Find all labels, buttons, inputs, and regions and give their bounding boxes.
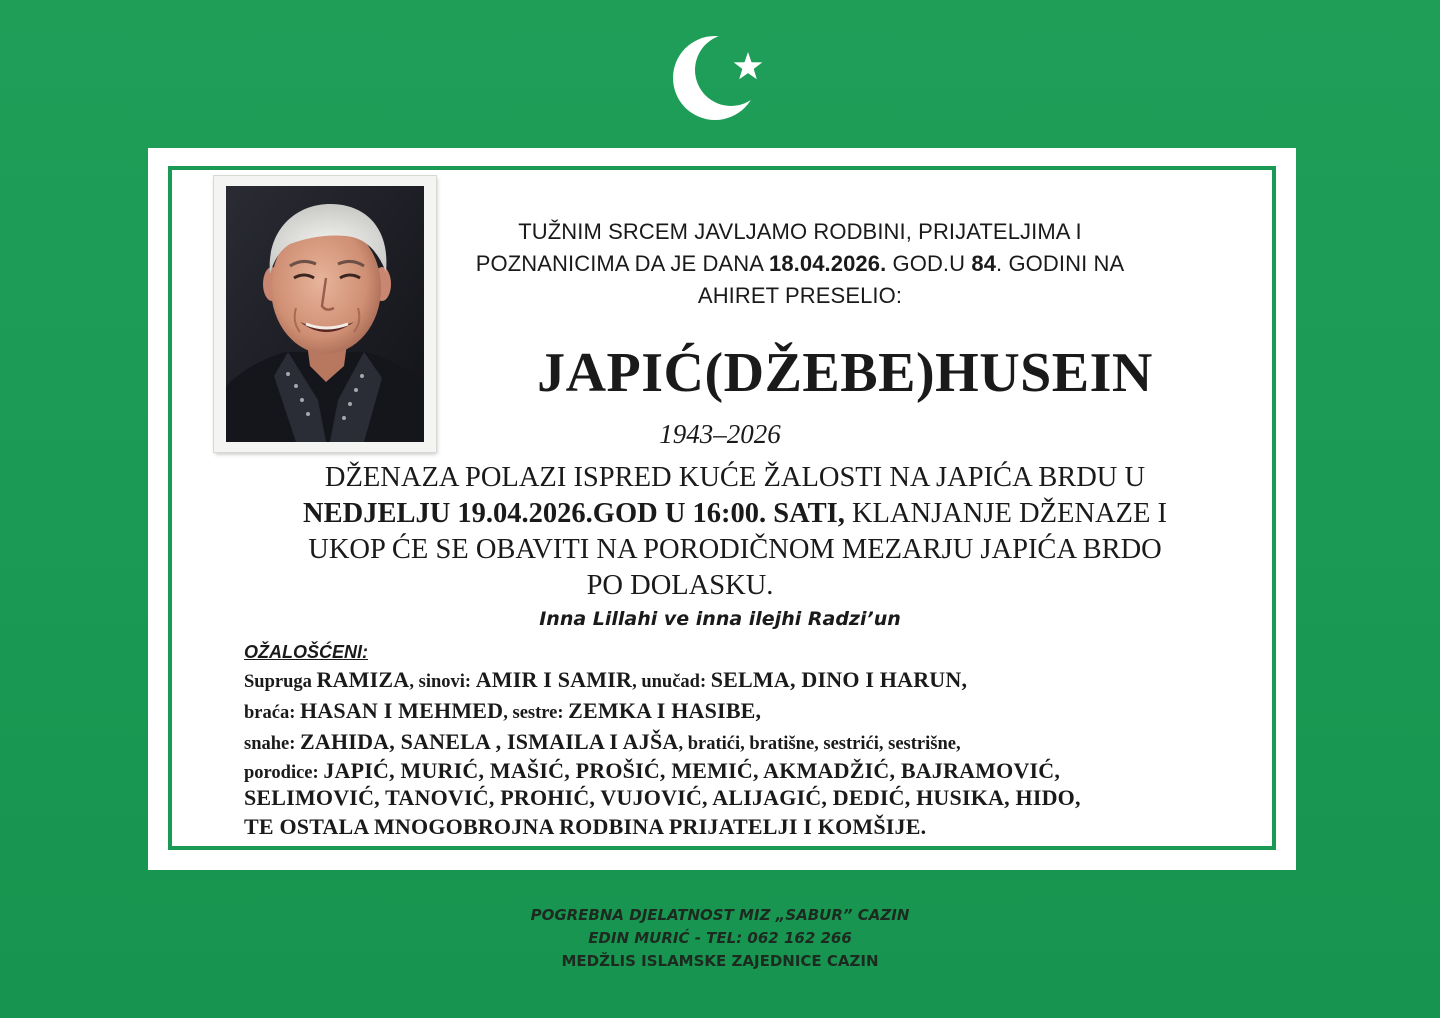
- mourners-row-6: TE OSTALA MNOGOBROJNA RODBINA PRIJATELJI I KOMŠIJE.: [244, 814, 927, 839]
- portrait-photo: [226, 186, 424, 442]
- funeral-line-4: PO DOLASKU.: [586, 570, 774, 601]
- mourners-grandchildren: SELMA, DINO I HARUN,: [710, 667, 968, 692]
- death-date: 18.04.2026.: [768, 251, 887, 276]
- mourners-list: [244, 664, 1254, 842]
- mourners-spouse: RAMIZA: [316, 667, 410, 692]
- mourners-label-sons: , sinovi:: [409, 672, 476, 692]
- life-years: 1943–2026: [659, 419, 781, 449]
- mourners-row-5: SELIMOVIĆ, TANOVIĆ, PROHIĆ, VUJOVIĆ, ALIJAGIĆ, DEDIĆ, HUSIKA, HIDO,: [244, 785, 1081, 810]
- footer-company: POGREBNA DJELATNOST MIZ „SABUR” CAZIN: [530, 906, 910, 924]
- mourners-label-brothers: braća:: [244, 703, 300, 723]
- prayer-text: Inna Lillahi ve inna ilejhi Radzi’un: [539, 608, 901, 630]
- mourners-daughters-in-law: ZAHIDA, SANELA , ISMAILA I AJŠA: [300, 729, 679, 754]
- deceased-name: JAPIĆ(DŽEBE)HUSEIN: [537, 342, 1153, 404]
- footer: [420, 904, 1020, 973]
- mourners-label-grandchildren: , unučad:: [632, 672, 711, 692]
- announcement-line-2-c: . GODINI NA: [996, 251, 1125, 276]
- mourners-families: JAPIĆ, MURIĆ, MAŠIĆ, PROŠIĆ, MEMIĆ, AKMADŽIĆ, BAJRAMOVIĆ,: [323, 758, 1061, 783]
- funeral-line-2-rest: KLANJANJE DŽENAZE I: [844, 498, 1167, 529]
- mourners-sisters: ZEMKA I HASIBE,: [568, 698, 762, 723]
- mourners-label-spouse: Supruga: [244, 672, 317, 692]
- mourners-row-1: [244, 664, 1254, 695]
- announcement-text: [430, 216, 1170, 312]
- mourners-sons: AMIR I SAMIR: [475, 667, 633, 692]
- mourners-title: OŽALOŠĆENI:: [244, 642, 368, 662]
- funeral-line-1: DŽENAZA POLAZI ISPRED KUĆE ŽALOSTI NA JAPIĆA BRDU U: [324, 462, 1146, 493]
- mourners-brothers: HASAN I MEHMED: [300, 698, 504, 723]
- mourners-label-sisters: , sestre:: [503, 703, 569, 723]
- mourners-row-3: [244, 726, 1254, 757]
- mourners-row-4: [244, 757, 1254, 784]
- funeral-line-2: [220, 496, 1250, 532]
- funeral-line-3: UKOP ĆE SE OBAVITI NA PORODIČNOM MEZARJU JAPIĆA BRDO: [308, 534, 1162, 565]
- mourners-relatives: , bratići, bratišne, sestrići, sestrišne,: [678, 734, 961, 754]
- announcement-line-2-b: GOD.U: [886, 251, 972, 276]
- announcement-line-3: AHIRET PRESELIO:: [697, 283, 903, 308]
- announcement-line-2-a: POZNANICIMA DA JE DANA: [475, 251, 769, 276]
- mourners-label-daughters-in-law: snahe:: [244, 734, 301, 754]
- announcement-line-1: TUŽNIM SRCEM JAVLJAMO RODBINI, PRIJATELJIMA I: [518, 219, 1082, 244]
- funeral-details: [220, 460, 1250, 604]
- footer-organization: MEDŽLIS ISLAMSKE ZAJEDNICE CAZIN: [561, 952, 879, 970]
- portrait-frame: [214, 176, 436, 452]
- age: 84: [971, 251, 997, 276]
- crescent-star-icon: [668, 28, 778, 128]
- footer-contact: EDIN MURIĆ - TEL: 062 162 266: [588, 929, 852, 947]
- funeral-date-time: NEDJELJU 19.04.2026.GOD U 16:00. SATI,: [303, 498, 845, 529]
- mourners-label-families: porodice:: [244, 763, 324, 783]
- mourners-row-2: [244, 695, 1254, 726]
- announcement-line-2: [430, 248, 1170, 280]
